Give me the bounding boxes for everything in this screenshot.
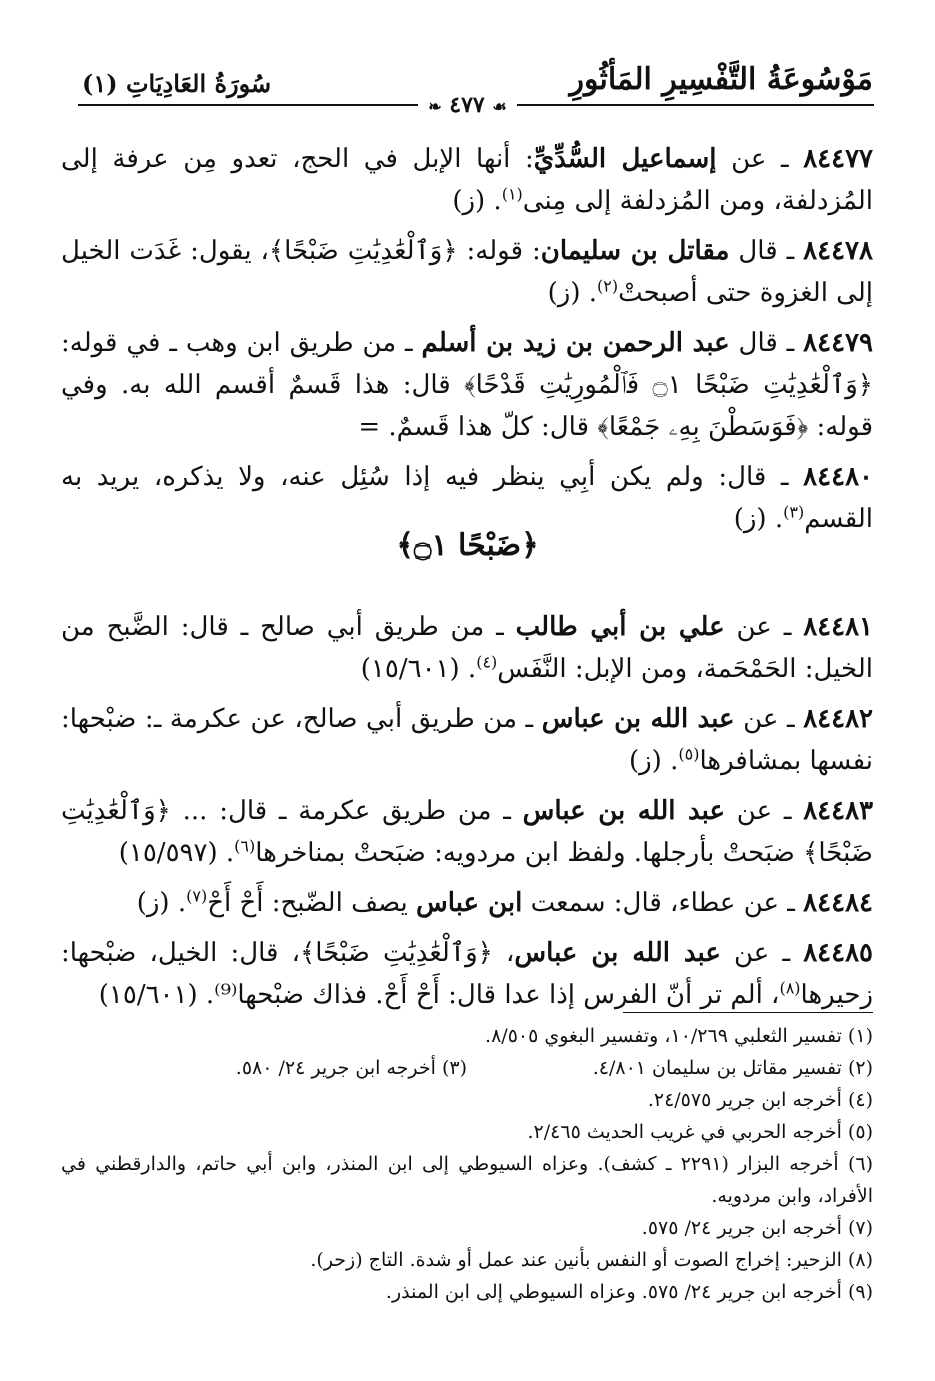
entry-text: : قوله: ﴿وَٱلْعَٰدِيَٰتِ ضَبْحًا﴾، يقول: غَدَت الخيل إلى الغزوة حتى أصبحتْ [61, 236, 873, 308]
entry-number: ٨٤٤٨٤ [803, 888, 873, 918]
narrator-name: ابن عباس [416, 888, 523, 918]
footnote: (٩) أخرجه ابن جرير ٢٤/ ٥٧٥. وعزاه السيوطي إلى ابن المنذر. [385, 1281, 873, 1303]
entry-number: ٨٤٤٨٥ [803, 938, 874, 968]
footnote-ref[interactable]: (٣) [783, 502, 805, 522]
entry-text: ـ عن [724, 612, 804, 642]
entry [61, 698, 873, 782]
entry-text: : أنها الإبل في الحج، تعدو مِن عرفة إلى المُزدلفة، ومن المُزدلفة إلى مِنى [61, 144, 873, 216]
footnote-ref[interactable]: (٥) [678, 744, 700, 764]
footnote-row [61, 1052, 873, 1084]
entry-text: ـ عن [716, 144, 804, 174]
narrator-name: عبد الرحمن بن زيد بن أسلم [421, 328, 730, 358]
entry [61, 230, 873, 314]
entry [61, 138, 873, 222]
entry-number: ٨٤٤٨٢ [803, 704, 874, 734]
footnote-ref[interactable]: (٤) [476, 652, 498, 672]
page-number: ٤٧٧ [449, 92, 485, 118]
entry-text: ـ من طريق أبي صالح، عن عكرمة ـ: ضبْحها: نفسها بمشافرها [61, 704, 873, 776]
entry [61, 606, 873, 690]
footnote-ref[interactable]: (٢) [597, 276, 619, 296]
entry-text: ـ قال [729, 236, 804, 266]
entry-text: ـ من طريق عكرمة ـ قال: ... ﴿وَٱلْعَٰدِيَٰتِ ضَبْحًا﴾ ضبَحتْ بأرجلها. ولفظ ابن مردويه: ضبَحتْ بمناخرها [61, 796, 873, 868]
entries-bottom [61, 606, 873, 1024]
entry-source: . (ز) [136, 888, 187, 918]
entry-number: ٨٤٤٧٨ [803, 236, 873, 266]
entry-source: . (ز) [628, 746, 679, 776]
entry [61, 322, 873, 448]
entry-text: ـ عن [725, 796, 804, 826]
entry-source: . (ز) [452, 186, 502, 216]
section-title: ﴿ضَبْحًا ۝١﴾ [396, 528, 539, 563]
footnote-ref[interactable]: (١) [501, 184, 523, 204]
ornament-icon: ☙ [492, 97, 507, 116]
footnote: (٦) أخرجه البزار (٢٢٩١ ـ كشف). وعزاه السيوطي إلى ابن المنذر، وابن أبي حاتم، والدارقطني في الأفراد، وابن مردويه. [61, 1153, 873, 1207]
entry-text: ، ﴿وَٱلْعَٰدِيَٰتِ ضَبْحًا﴾، قال: الخيل، ضبْحها: زحيرها [61, 938, 873, 1010]
page-number-box [418, 94, 517, 118]
footnote: (٧) أخرجه ابن جرير ٢٤/ ٥٧٥. [641, 1217, 873, 1239]
narrator-name: عبد الله بن عباس [522, 796, 726, 826]
entry [61, 882, 873, 924]
entry-source: . (١٥/٥٩٧) [118, 838, 235, 868]
footnote-ref[interactable]: (٧) [186, 886, 208, 906]
page-number-row [0, 94, 935, 118]
footnote-rule [623, 1012, 873, 1013]
entry-number: ٨٤٤٨٠ [803, 462, 873, 492]
entry-text: ـ عن [734, 704, 804, 734]
entry-source: . (١٥/٦٠١) [360, 654, 477, 684]
entry-text: ـ من طريق أبي صالح ـ قال: الضَّبح من الخيل: الحَمْحَمة، ومن الإبل: النَّفَس [61, 612, 873, 684]
narrator-name: عبد الله بن عباس [541, 704, 735, 734]
entry-text: ـ من طريق ابن وهب ـ في قوله: ﴿وَٱلْعَٰدِيَٰتِ ضَبْحًا ۝١ فَٱلْمُورِيَٰتِ قَدْحًا﴾ قال: هذا قَسمٌ أقسم الله به. وفي قوله: ﴿فَوَسَطْنَ بِهِۦ جَمْعًا﴾ قال: كلّ هذا قَسمٌ. = [61, 328, 874, 442]
book-title: مَوْسُوعَةُ التَّفْسِيرِ المَأثُورِ [569, 62, 873, 97]
ornament-icon: ❧ [428, 97, 442, 116]
entry-source: . (ز) [547, 278, 598, 308]
footnote-ref[interactable]: (٦) [234, 836, 256, 856]
entry [61, 790, 873, 874]
entry-number: ٨٤٤٨١ [803, 612, 874, 642]
footnote: (٣) أخرجه ابن جرير ٢٤/ ٥٨٠. [235, 1057, 467, 1079]
surah-title: سُورَةُ العَادِيَاتِ (١) [82, 69, 272, 98]
entry-text: ـ عن [720, 938, 804, 968]
entries-top [61, 138, 873, 548]
entry-text: ـ عن عطاء، قال: سمعت [522, 888, 804, 918]
footnote: (١) تفسير الثعلبي ١٠/٢٦٩، وتفسير البغوي ٨/٥٠٥. [485, 1025, 873, 1047]
entry [61, 932, 873, 1016]
entry-text: ـ قال [729, 328, 804, 358]
footnotes [61, 1020, 873, 1308]
narrator-name: مقاتل بن سليمان [540, 236, 730, 266]
footnote: (٨) الزحير: إخراج الصوت أو النفس بأنين عند عمل أو شدة. التاج (زحر). [310, 1249, 873, 1271]
footnote: (٤) أخرجه ابن جرير ٢٤/٥٧٥. [647, 1089, 873, 1111]
entry-text: يصف الضّبح: أَحْ أَحْ [207, 888, 417, 918]
footnote: (٢) تفسير مقاتل بن سليمان ٤/٨٠١. [592, 1057, 873, 1079]
entry-source: . (ز) [733, 504, 784, 534]
entry-text: ـ قال: ولم يكن أبِي ينظر فيه إذا سُئِل عنه، ولا يذكره، يريد به القسم [61, 462, 873, 534]
entry-number: ٨٤٤٧٩ [803, 328, 873, 358]
entry-source: ، ألم تر أنّ الفرس إذا عدا قال: أَحْ أَحْ. فذاك ضبْحها⁽⁹⁾. (١٥/٦٠١) [98, 980, 780, 1010]
footnote: (٥) أخرجه الحربي في غريب الحديث ٢/٤٦٥. [527, 1121, 873, 1143]
footnote-ref[interactable]: (٨) [779, 978, 801, 998]
entry-number: ٨٤٤٨٣ [803, 796, 874, 826]
narrator-name: إسماعيل السُّدِّيِّ [533, 144, 717, 174]
entry-number: ٨٤٤٧٧ [803, 144, 874, 174]
narrator-name: علي بن أبي طالب [515, 612, 725, 642]
narrator-name: عبد الله بن عباس [514, 938, 721, 968]
